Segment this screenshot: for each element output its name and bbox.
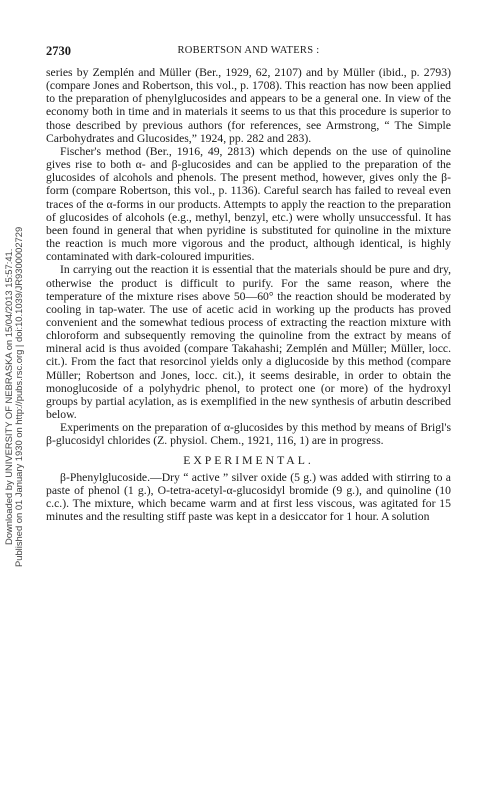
paragraph-5: β-Phenylglucoside.—Dry “ active ” silver oxide (5 g.) was added with stirring to a paste of phenol (1 g.), O-tetra-acetyl-α-glucosidyl bromide (9 g.), and quinoline (10 c.c.). The mixture, which became warm and at first less viscous, was agitated for 15 minutes and the resulting stiff paste was kept in a desiccator for 1 hour. A solution: [46, 470, 451, 524]
page-number: 2730: [46, 44, 71, 58]
download-notice: Downloaded by UNIVERSITY OF NEBRASKA on 15/04/2013 15:57:41.: [3, 248, 14, 545]
publication-notice: Published on 01 January 1930 on http://pubs.rsc.org | doi:10.1039/JR9300002729: [13, 226, 24, 567]
page-header: [46, 44, 451, 58]
article-body: [46, 66, 451, 523]
running-head: ROBERTSON AND WATERS :: [177, 45, 320, 56]
paragraph-3: In carrying out the reaction it is essential that the materials should be pure and dry, otherwise the product is difficult to purify. For the same reason, where the temperature of the mixture rises above 50—60° the reaction should be moderated by cooling in tap-water. The use of acetic acid in working up the products has proved convenient and the somewhat tedious process of extracting the reaction mixture with chloroform and subsequently removing the quinoline from the extract by means of mineral acid is thus avoided (compare Takahashi; Zemplén and Müller; Müller, locc. cit.). From the fact that resorcinol yields only a diglucoside by this method (compare Müller; Robertson and Jones, locc. cit.), it seems desirable, in order to obtain the monoglucoside of a polyhydric phenol, to protect one (or more) of the hydroxyl groups by partial acylation, as is exemplified in the new synthesis of arbutin described below.: [46, 263, 451, 422]
paragraph-4: Experiments on the preparation of α-glucosides by this method by means of Brigl's β-glucosidyl chlorides (Z. physiol. Chem., 1921, 116, 1) are in progress.: [46, 421, 451, 448]
paragraph-2: Fischer's method (Ber., 1916, 49, 2813) which depends on the use of quinoline gives rise to both α- and β-glucosides and can be applied to the preparation of the glucosides of alcohols and phenols. The present method, however, gives only the β-form (compare Robertson, this vol., p. 1136). Careful search has failed to reveal even traces of the α-forms in our products. Attempts to apply the reaction to the preparation of glucosides of alcohols (e.g., methyl, benzyl, etc.) were wholly unsuccessful. It has been found in general that when pyridine is substituted for quinoline in the mixture the reaction is much more vigorous and the product, although identical, is highly contaminated with dark-coloured impurities.: [46, 144, 451, 264]
section-heading: EXPERIMENTAL.: [183, 453, 314, 467]
paragraph-1: series by Zemplén and Müller (Ber., 1929, 62, 2107) and by Müller (ibid., p. 2793) (compare Jones and Robertson, this vol., p. 1708). This reaction has now been applied to the preparation of phenylglucosides and appears to be a general one. In view of the economy both in time and in materials it seems to us that this procedure is superior to those described by previous authors (for references, see Armstrong, “ The Simple Carbohydrates and Glucosides,” 1924, pp. 282 and 283).: [46, 66, 451, 145]
